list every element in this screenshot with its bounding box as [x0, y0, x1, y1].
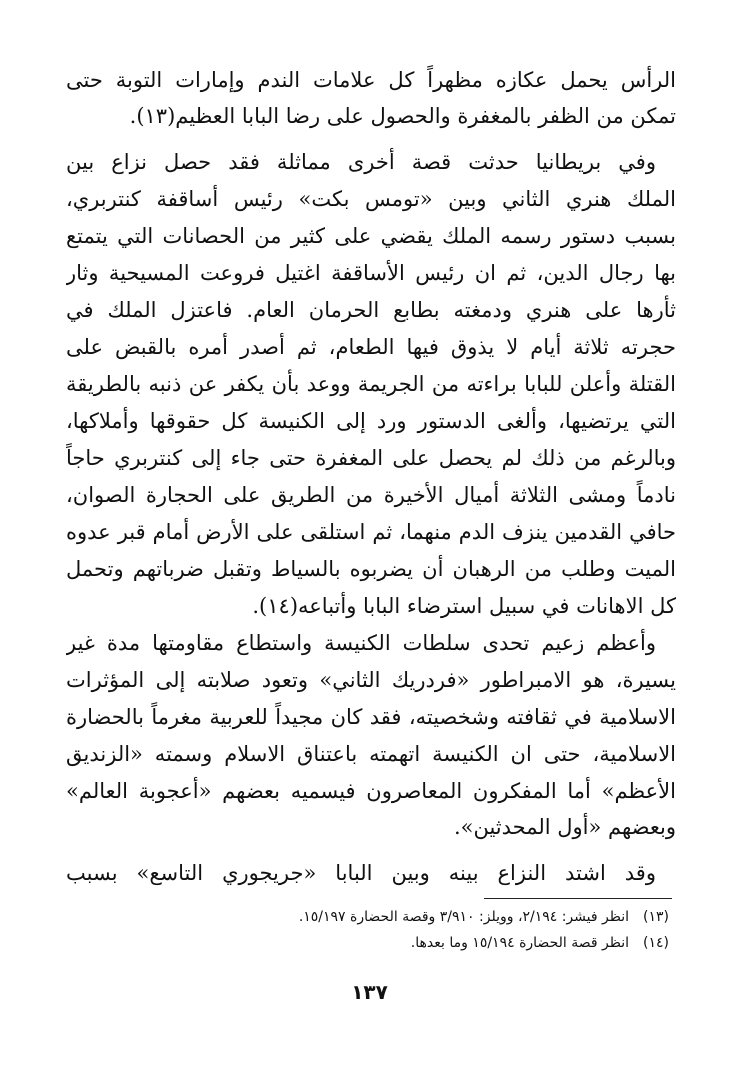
- body-line: الاسلامية في ثقافته وشخصيته، فقد كان مجيداً للعربية مغرماً بالحضارة: [66, 705, 676, 729]
- body-line: ثأرها على هنري ودمغته بطابع الحرمان العام. فاعتزل الملك في: [66, 298, 676, 322]
- footnote: [109, 906, 669, 928]
- footnote-text: انظر فيشر: ٢/١٩٤، وويلز: ٣/٩١٠ وقصة الحضارة ١٥/١٩٧.: [298, 909, 630, 925]
- footnote-text: انظر قصة الحضارة ١٥/١٩٤ وما بعدها.: [410, 935, 630, 951]
- body-line: وفي بريطانيا حدثت قصة أخرى مماثلة فقد حصل نزاع بين: [66, 150, 656, 174]
- body-line: كل الاهانات في سبيل استرضاء البابا وأتباعه(١٤).: [252, 594, 676, 618]
- body-line: الاسلامية، حتى ان الكنيسة اتهمته باعتناق الاسلام وسمته «الزنديق: [66, 742, 676, 766]
- footnote-number: (١٣): [643, 909, 669, 925]
- body-line: الرأس يحمل عكازه مظهراً كل علامات الندم وإمارات التوبة حتى: [66, 68, 676, 92]
- page-number: ١٣٧: [351, 980, 388, 1004]
- body-line: حافي القدمين ينزف الدم منهما، ثم استلقى على الأرض أمام قبر عدوه: [66, 520, 676, 544]
- body-line: التي يرتضيها، وألغى الدستور ورد إلى الكنيسة كل حقوقها وأملاكها،: [66, 409, 676, 433]
- body-line: بسبب دستور رسمه الملك يقضي على كثير من الحصانات التي يتمتع: [66, 224, 676, 248]
- body-line: نادماً ومشى الثلاثة أميال الأخيرة من الطريق على الحجارة الصوان،: [66, 483, 676, 507]
- body-line: الأعظم» أما المفكرون المعاصرون فيسميه بعضهم «أعجوبة العالم»: [66, 779, 676, 803]
- body-line: وبالرغم من ذلك لم يحصل على المغفرة حتى جاء إلى كنتربري حاجاً: [66, 446, 676, 470]
- body-line: القتلة وأعلن للبابا براءته من الجريمة ووعد بأن يكفر عن ذنبه بالطريقة: [66, 372, 676, 396]
- body-line: يسيرة، هو الامبراطور «فردريك الثاني» وتعود صلابته إلى المؤثرات: [66, 668, 676, 692]
- body-line: وأعظم زعيم تحدى سلطات الكنيسة واستطاع مقاومتها مدة غير: [66, 631, 656, 655]
- footnote-number: (١٤): [643, 935, 669, 951]
- body-line: حجرته ثلاثة أيام لا يذوق فيها الطعام، ثم أصدر أمره بالقبض على: [66, 335, 676, 359]
- footnote-separator: [484, 898, 672, 899]
- body-line: وقد اشتد النزاع بينه وبين البابا «جريجوري التاسع» بسبب: [66, 861, 656, 885]
- footnote: [109, 932, 669, 954]
- body-line: تمكن من الظفر بالمغفرة والحصول على رضا البابا العظيم(١٣).: [129, 104, 676, 128]
- body-line: بها رجال الدين، ثم ان رئيس الأساقفة اغتيل فروعت المسيحية وثار: [66, 261, 676, 285]
- body-line: وبعضهم «أول المحدثين».: [453, 815, 676, 839]
- body-line: الملك هنري الثاني وبين «تومس بكت» رئيس أساقفة كنتربري،: [66, 187, 676, 211]
- body-line: الميت وطلب من الرهبان أن يضربوه بالسياط وتقبل ضرباتهم وتحمل: [66, 557, 676, 581]
